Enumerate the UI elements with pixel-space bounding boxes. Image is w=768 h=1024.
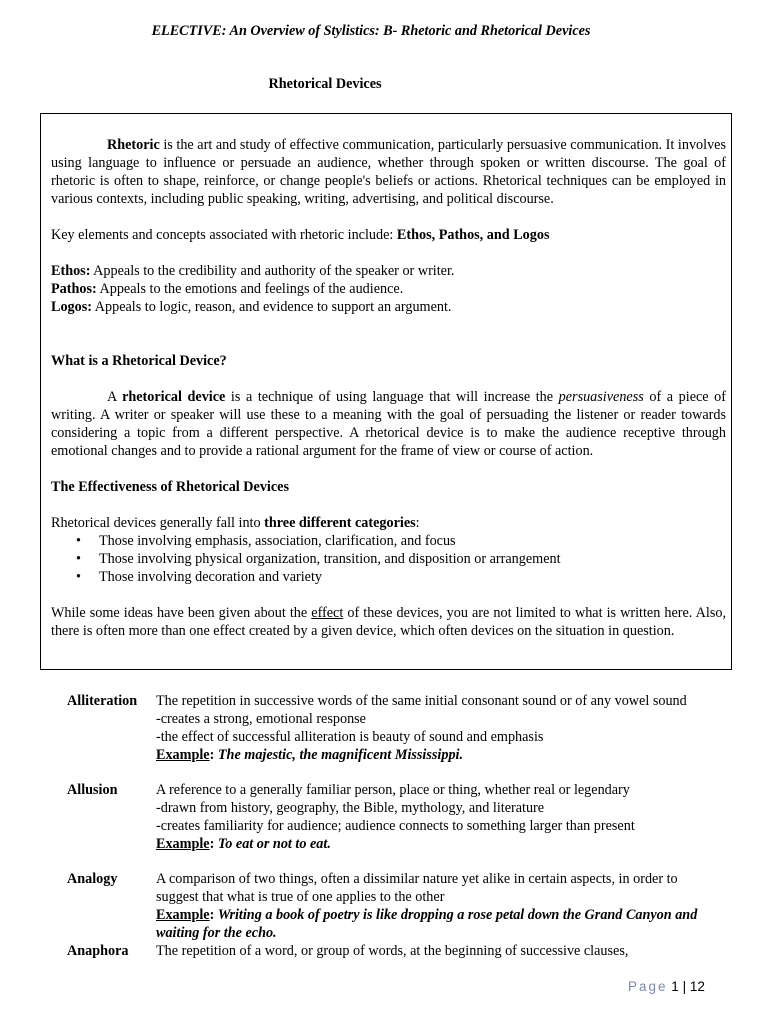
example-label: Example [156,907,210,923]
term-body [156,870,717,942]
appeal-pathos [51,280,726,298]
example-label: Example [156,836,210,852]
device-term: rhetorical device [122,389,226,405]
page-total: 12 [689,979,705,994]
bullet-icon: • [76,551,81,567]
device-italic: persuasiveness [558,389,644,405]
device-heading [51,352,726,370]
device-definition [51,388,726,460]
term-body [156,692,717,764]
categories-list [51,532,726,586]
appeal-def: Appeals to logic, reason, and evidence to support an argument. [92,299,452,315]
example-text: Writing a book of poetry is like dropping a rose petal down the Grand Canyon and waiting for the echo. [156,907,698,941]
example-text: The majestic, the magnificent Mississippi. [217,747,464,763]
term-example [156,906,717,942]
categories-text-a: Rhetorical devices generally fall into [51,515,265,531]
key-elements-text: Key elements and concepts associated with rhetoric include: [51,227,397,243]
key-elements-bold: Ethos, Pathos, and Logos [396,227,550,243]
rhetoric-definition-text: is the art and study of effective communication, particularly persuasive communication. It involves using language to influence or persuade an audience, whether through spoken or written discourse. The goal of rhetoric is often to shape, reinforce, or change people's beliefs or actions. Rhetorical techniques can be employed in various contexts, including public speaking, writing, advertising, and political discourse. [51,137,726,207]
page-word: Page [628,979,668,994]
device-text-a: A [107,389,123,405]
term-anaphora [67,942,717,960]
appeal-term: Logos: [51,299,92,315]
list-item-text: Those involving emphasis, association, clarification, and focus [99,533,456,549]
term-line: -creates familiarity for audience; audience connects to something larger than present [156,818,635,834]
categories-intro [51,514,726,532]
term-analogy [67,870,717,942]
term-body [156,781,717,853]
term-line: -creates a strong, emotional response [156,711,366,727]
closing-text-a: While some ideas have been given about the [51,605,312,621]
term-line: The repetition of a word, or group of words, at the beginning of successive clauses, [156,943,629,959]
term-name: Analogy [67,871,118,887]
term-body [156,942,717,960]
closing-paragraph [51,604,726,640]
appeal-term: Ethos: [51,263,91,279]
term-allusion [67,781,717,853]
bullet-icon: • [76,533,81,549]
page-number: 1 [671,979,679,994]
device-heading-text: What is a Rhetorical Device? [51,353,227,369]
closing-text-b: of these devices, you are not limited to what is written here. Also, there is often more than one effect created by a given device, which often devices on the situation in question. [51,605,726,639]
term-alliteration [67,692,717,764]
list-item-text: Those involving decoration and variety [99,569,322,585]
term-example [156,746,717,764]
appeal-term: Pathos: [51,281,97,297]
term-name: Anaphora [67,943,129,959]
term-line: The repetition in successive words of the same initial consonant sound or of any vowel sound [156,693,687,709]
term-name: Alliteration [67,693,138,709]
appeal-def: Appeals to the emotions and feelings of the audience. [96,281,404,297]
intro-box [40,113,732,670]
appeal-logos [51,298,726,316]
term-line: -the effect of successful alliteration is beauty of sound and emphasis [156,729,544,745]
term-list [67,692,717,960]
document-header-title: ELECTIVE: An Overview of Stylistics: B- Rhetoric and Rhetorical Devices [151,23,591,39]
term-line: -drawn from history, geography, the Bible, mythology, and literature [156,800,545,816]
list-item [51,550,726,568]
list-item [51,568,726,586]
key-elements [51,226,726,244]
example-colon: : [209,836,215,852]
list-item [51,532,726,550]
effectiveness-heading-text: The Effectiveness of Rhetorical Devices [51,479,289,495]
term-example [156,835,717,853]
effectiveness-heading [51,478,726,496]
example-text: To eat or not to eat. [217,836,331,852]
device-text-c: of a piece of writing. A writer or speaker will use these to a meaning with the goal of persuading the listener or reader towards considering a topic from a different perspective. A rhetorical device is to make the audience receptive through emotional changes and to provide a rational argument for the frame of view or course of action. [51,389,726,459]
appeal-def: Appeals to the credibility and authority of the speaker or writer. [90,263,455,279]
example-colon: : [209,907,215,923]
page-footer [628,978,705,996]
categories-text-b: : [415,515,420,531]
page-separator: | [682,979,687,994]
intro-box-content [51,136,726,640]
term-line: A reference to a generally familiar person, place or thing, whether real or legendary [156,782,630,798]
term-name: Allusion [67,782,118,798]
rhetoric-definition [51,136,726,208]
bullet-icon: • [76,569,81,585]
term-line: A comparison of two things, often a dissimilar nature yet alike in certain aspects, in order to suggest that what is true of one applies to the other [156,871,678,905]
example-label: Example [156,747,210,763]
categories-bold: three different categories [264,515,416,531]
appeal-ethos [51,262,726,280]
section-title: Rhetorical Devices [268,76,382,92]
closing-underline: effect [311,605,344,621]
list-item-text: Those involving physical organization, transition, and disposition or arrangement [99,551,561,567]
device-text-b: is a technique of using language that will increase the [225,389,559,405]
rhetoric-term: Rhetoric [107,137,160,153]
example-colon: : [209,747,215,763]
